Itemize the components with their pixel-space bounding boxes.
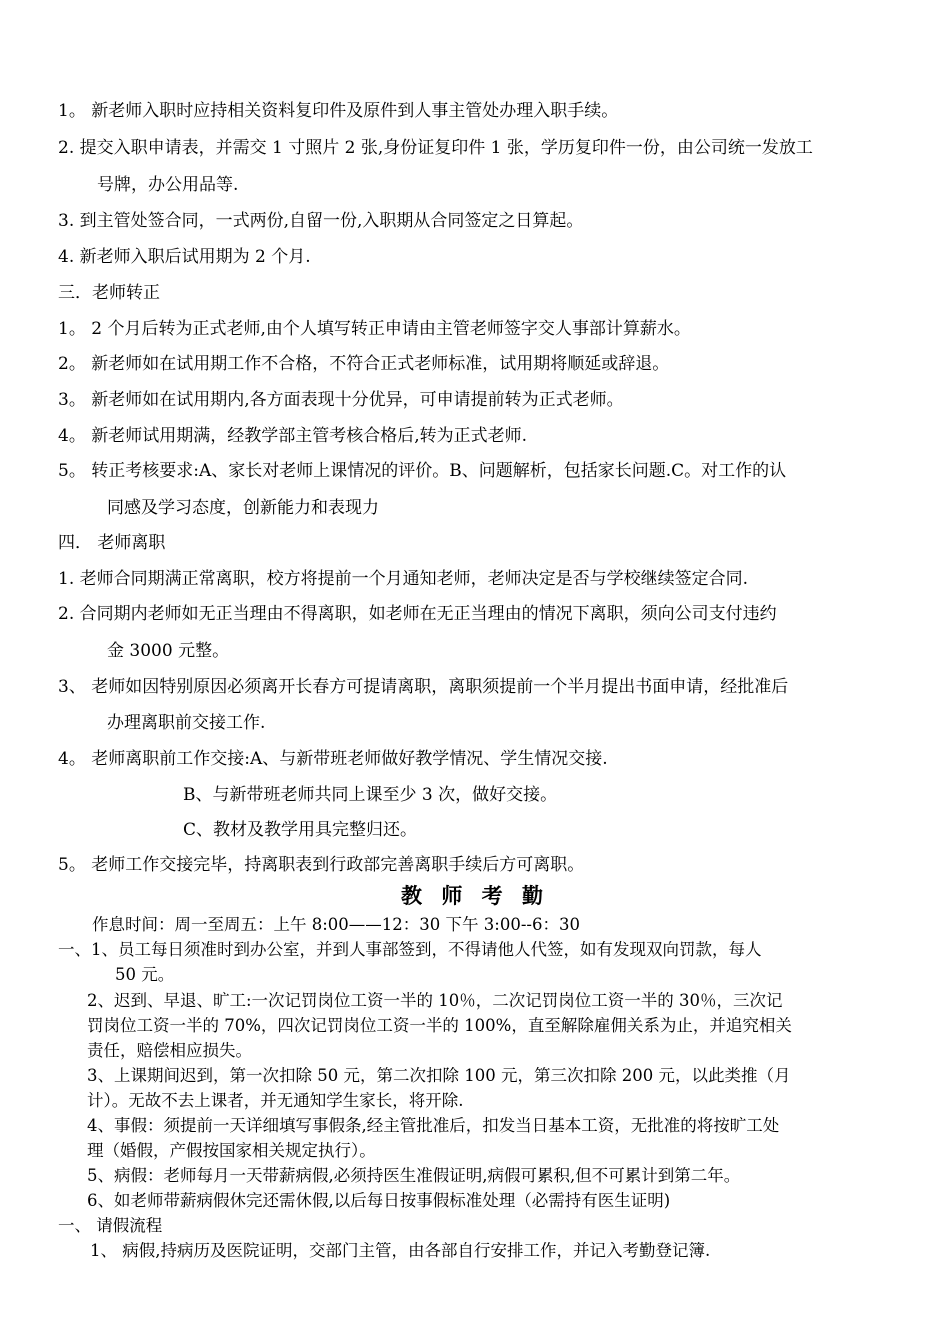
rule-3-line-1: 3、上课期间迟到，第一次扣除 50 元，第二次扣除 100 元，第三次扣除 200 元，以此类推（月 <box>87 1066 791 1085</box>
section-3-item-5-line-1: 5。 转正考核要求:A、家长对老师上课情况的评价。B、问题解析，包括家长问题.C。对工作的认 <box>58 461 787 481</box>
rule-1-line-1: 一、1、员工每日须准时到办公室，并到人事部签到，不得请他人代签，如有发现双向罚款，每人 <box>58 940 762 959</box>
section-3-item-5-line-2: 同感及学习态度，创新能力和表现力 <box>107 498 379 518</box>
rule-1-line-2: 50 元。 <box>115 965 175 984</box>
section-4-heading: 四． 老师离职 <box>58 533 166 553</box>
onboarding-item-2-line-2: 号牌，办公用品等. <box>97 175 239 195</box>
section-3-heading: 三．老师转正 <box>58 283 160 303</box>
section-4-item-3-line-2: 办理离职前交接工作. <box>107 713 266 733</box>
section-4-item-2-line-2: 金 3000 元整。 <box>107 641 230 661</box>
section-4-item-2-line-1: 2. 合同期内老师如无正当理由不得离职，如老师在无正当理由的情况下离职，须向公司支付违约 <box>58 604 777 624</box>
rule-2-line-2: 罚岗位工资一半的 70%，四次记罚岗位工资一半的 100%，直至解除雇佣关系为止，并追究相关 <box>87 1016 792 1035</box>
rule-2-line-1: 2、迟到、早退、旷工:一次记罚岗位工资一半的 10％，二次记罚岗位工资一半的 30％，三次记 <box>87 991 783 1010</box>
section-4-item-3-line-1: 3、 老师如因特别原因必须离开长春方可提请离职，离职须提前一个半月提出书面申请，经批准后 <box>58 677 789 697</box>
leave-item-1: 1、 病假,持病历及医院证明，交部门主管，由各部自行安排工作，并记入考勤登记簿. <box>90 1241 711 1260</box>
onboarding-item-2-line-1: 2. 提交入职申请表，并需交 1 寸照片 2 张,身份证复印件 1 张，学历复印件一份，由公司统一发放工 <box>58 138 813 158</box>
onboarding-item-4: 4. 新老师入职后试用期为 2 个月. <box>58 247 311 267</box>
work-hours: 作息时间：周一至周五：上午 8:00——12：30 下午 3:00--6：30 <box>92 915 580 934</box>
attendance-title: 教 师 考 勤 <box>401 883 549 908</box>
rule-4-line-2: 理（婚假，产假按国家相关规定执行）。 <box>87 1141 376 1160</box>
rule-6: 6、如老师带薪病假休完还需休假,以后每日按事假标准处理（必需持有医生证明) <box>87 1191 671 1210</box>
section-3-item-3: 3。 新老师如在试用期内,各方面表现十分优异，可申请提前转为正式老师。 <box>58 390 624 410</box>
section-4-item-4-line-3: C、教材及教学用具完整归还。 <box>183 820 418 840</box>
leave-process-heading: 一、 请假流程 <box>58 1216 163 1235</box>
section-3-item-1: 1。 2 个月后转为正式老师,由个人填写转正申请由主管老师签字交人事部计算薪水。 <box>58 319 691 339</box>
section-4-item-4-line-1: 4。 老师离职前工作交接:A、与新带班老师做好教学情况、学生情况交接. <box>58 749 608 769</box>
section-4-item-5: 5。 老师工作交接完毕，持离职表到行政部完善离职手续后方可离职。 <box>58 855 585 875</box>
rule-4-line-1: 4、事假：须提前一天详细填写事假条,经主管批准后，扣发当日基本工资，无批准的将按旷工处 <box>87 1116 780 1135</box>
rule-2-line-3: 责任，赔偿相应损失。 <box>87 1041 252 1060</box>
rule-5: 5、病假：老师每月一天带薪病假,必须持医生准假证明,病假可累积,但不可累计到第二年。 <box>87 1166 741 1185</box>
section-4-item-1: 1. 老师合同期满正常离职，校方将提前一个月通知老师，老师决定是否与学校继续签定合同. <box>58 569 749 589</box>
onboarding-item-1: 1。 新老师入职时应持相关资料复印件及原件到人事主管处办理入职手续。 <box>58 101 619 121</box>
section-3-item-4: 4。 新老师试用期满，经教学部主管考核合格后,转为正式老师. <box>58 426 528 446</box>
rule-3-line-2: 计）。无故不去上课者，并无通知学生家长，将开除. <box>87 1091 464 1110</box>
section-3-item-2: 2。 新老师如在试用期工作不合格，不符合正式老师标准，试用期将顺延或辞退。 <box>58 354 670 374</box>
section-4-item-4-line-2: B、与新带班老师共同上课至少 3 次，做好交接。 <box>183 785 558 805</box>
onboarding-item-3: 3. 到主管处签合同，一式两份,自留一份,入职期从合同签定之日算起。 <box>58 211 584 231</box>
